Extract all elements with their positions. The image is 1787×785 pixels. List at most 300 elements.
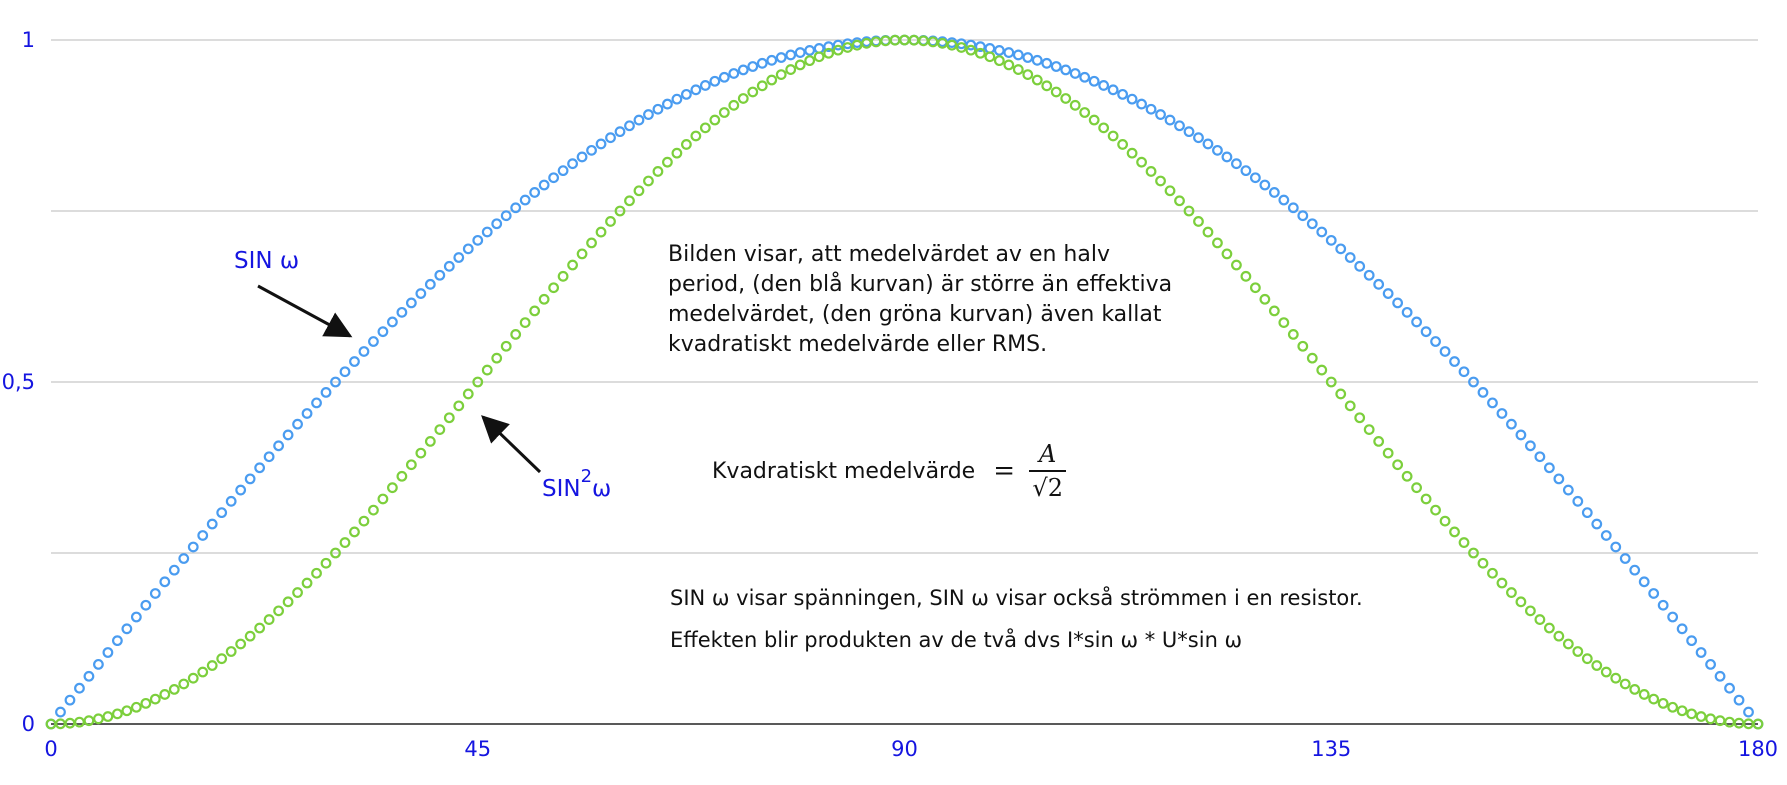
point-sin	[170, 566, 179, 575]
point-sin2	[189, 674, 198, 683]
point-sin	[293, 420, 302, 429]
y-tick-label: 0	[21, 712, 35, 736]
point-sin	[1327, 236, 1336, 245]
point-sin	[1450, 357, 1459, 366]
point-sin	[1204, 140, 1213, 149]
point-sin2	[1507, 588, 1516, 597]
point-sin	[1668, 613, 1677, 622]
point-sin	[1592, 520, 1601, 529]
point-sin	[777, 53, 786, 62]
point-sin2	[663, 158, 672, 167]
point-sin	[417, 289, 426, 298]
point-sin2	[1204, 228, 1213, 237]
point-sin2	[521, 318, 530, 327]
point-sin	[255, 463, 264, 472]
point-sin	[1555, 475, 1564, 484]
point-sin	[473, 236, 482, 245]
point-sin	[407, 299, 416, 308]
point-sin	[1166, 116, 1175, 125]
point-sin	[644, 110, 653, 119]
point-sin2	[711, 116, 720, 125]
point-sin	[1270, 188, 1279, 197]
arrow-sin	[258, 286, 350, 336]
point-sin	[379, 327, 388, 336]
point-sin	[1033, 56, 1042, 65]
point-sin2	[369, 506, 378, 515]
point-sin2	[293, 588, 302, 597]
point-sin2	[1109, 132, 1118, 141]
point-sin	[1725, 684, 1734, 693]
point-sin	[1602, 531, 1611, 540]
point-sin	[1242, 166, 1251, 175]
point-sin2	[568, 261, 577, 270]
point-sin2	[730, 101, 739, 110]
point-sin	[540, 181, 549, 190]
point-sin2	[1545, 624, 1554, 633]
point-sin	[1137, 100, 1146, 109]
point-sin2	[587, 239, 596, 248]
point-sin	[654, 105, 663, 114]
point-sin2	[1403, 472, 1412, 481]
point-sin	[464, 245, 473, 254]
gridlines	[51, 40, 1758, 724]
point-sin	[322, 388, 331, 397]
point-sin2	[227, 647, 236, 656]
point-sin2	[66, 719, 75, 728]
point-sin2	[1611, 674, 1620, 683]
point-sin2	[1498, 579, 1507, 588]
point-sin2	[606, 217, 615, 226]
point-sin	[502, 211, 511, 220]
point-sin	[1365, 271, 1374, 280]
point-sin	[673, 95, 682, 104]
point-sin2	[179, 680, 188, 689]
point-sin2	[682, 140, 691, 149]
point-sin2	[1687, 710, 1696, 719]
point-sin	[1005, 48, 1014, 57]
point-sin2	[1564, 640, 1573, 649]
point-sin	[75, 684, 84, 693]
point-sin2	[1166, 186, 1175, 195]
point-sin	[1441, 347, 1450, 356]
point-sin2	[654, 167, 663, 176]
point-sin	[492, 219, 501, 228]
point-sin2	[388, 483, 397, 492]
point-sin	[360, 347, 369, 356]
point-sin	[1099, 81, 1108, 90]
point-sin	[1564, 486, 1573, 495]
point-sin	[123, 625, 132, 634]
point-sin	[1355, 262, 1364, 271]
point-sin2	[673, 149, 682, 158]
point-sin2	[492, 354, 501, 363]
point-sin	[1498, 409, 1507, 418]
point-sin2	[1706, 715, 1715, 724]
point-sin2	[1042, 82, 1051, 91]
point-sin2	[748, 88, 757, 97]
point-sin	[483, 228, 492, 237]
point-sin	[549, 173, 558, 182]
point-sin2	[1735, 719, 1744, 728]
point-sin	[1299, 211, 1308, 220]
point-sin2	[379, 495, 388, 504]
point-sin	[1042, 59, 1051, 68]
point-sin2	[1033, 76, 1042, 85]
point-sin2	[1592, 661, 1601, 670]
point-sin	[1261, 181, 1270, 190]
point-sin2	[1280, 318, 1289, 327]
point-sin	[1687, 636, 1696, 645]
point-sin	[284, 431, 293, 440]
label-sin2-sup: 2	[580, 466, 593, 487]
note-voltage-current: SIN ω visar spänningen, SIN ω visar också strömmen i en resistor.	[670, 586, 1363, 610]
arrow-sin2	[483, 417, 540, 472]
point-sin	[350, 357, 359, 366]
point-sin2	[1517, 598, 1526, 607]
point-sin2	[1659, 699, 1668, 708]
point-sin2	[511, 330, 520, 339]
point-sin2	[1156, 177, 1165, 186]
point-sin	[1403, 308, 1412, 317]
point-sin	[1223, 153, 1232, 162]
point-sin	[559, 166, 568, 175]
note-power: Effekten blir produkten av de två dvs I*sin ω * U*sin ω	[670, 628, 1243, 652]
point-sin	[104, 648, 113, 657]
point-sin2	[436, 425, 445, 434]
point-sin	[1280, 196, 1289, 205]
point-sin	[663, 100, 672, 109]
point-sin	[1185, 127, 1194, 136]
point-sin2	[1061, 94, 1070, 103]
point-sin	[1232, 159, 1241, 168]
point-sin	[1128, 95, 1137, 104]
x-tick-label: 135	[1311, 737, 1352, 761]
explanation-line-4: kvadratiskt medelvärde eller RMS.	[668, 332, 1048, 357]
point-sin	[1507, 420, 1516, 429]
point-sin	[1735, 696, 1744, 705]
point-sin	[1744, 708, 1753, 717]
point-sin2	[104, 712, 113, 721]
point-sin	[1706, 660, 1715, 669]
point-sin	[85, 672, 94, 681]
point-sin	[786, 51, 795, 60]
point-sin2	[360, 517, 369, 526]
point-sin	[578, 153, 587, 162]
point-sin2	[1223, 250, 1232, 259]
point-sin2	[549, 283, 558, 292]
point-sin2	[454, 402, 463, 411]
point-sin	[236, 486, 245, 495]
point-sin2	[767, 76, 776, 85]
point-sin2	[407, 460, 416, 469]
point-sin2	[1299, 342, 1308, 351]
point-sin2	[1147, 167, 1156, 176]
point-sin	[1545, 463, 1554, 472]
point-sin	[312, 399, 321, 408]
point-sin2	[1697, 712, 1706, 721]
point-sin	[1697, 648, 1706, 657]
point-sin	[1574, 497, 1583, 506]
point-sin	[113, 636, 122, 645]
x-axis-ticks	[44, 737, 1778, 761]
point-sin	[303, 409, 312, 418]
point-sin	[796, 48, 805, 57]
point-sin	[1194, 133, 1203, 142]
point-sin	[217, 508, 226, 517]
point-sin2	[701, 124, 710, 133]
point-sin2	[1005, 61, 1014, 70]
point-sin2	[1649, 695, 1658, 704]
point-sin	[701, 81, 710, 90]
formula-numerator: A	[1029, 440, 1066, 472]
point-sin2	[530, 307, 539, 316]
point-sin	[1023, 53, 1032, 62]
point-sin2	[758, 82, 767, 91]
point-sin	[597, 140, 606, 149]
point-sin2	[142, 699, 151, 708]
point-sin2	[1232, 261, 1241, 270]
point-sin	[1659, 601, 1668, 610]
point-sin	[1412, 318, 1421, 327]
point-sin	[748, 62, 757, 71]
point-sin	[1317, 228, 1326, 237]
point-sin	[739, 66, 748, 75]
point-sin	[246, 475, 255, 484]
point-sin2	[1099, 124, 1108, 133]
explanation-line-3: medelvärdet, (den gröna kurvan) även kallat	[668, 302, 1162, 327]
point-sin	[730, 69, 739, 78]
point-sin	[1080, 73, 1089, 82]
point-sin2	[341, 538, 350, 547]
point-sin2	[578, 250, 587, 259]
point-sin2	[559, 272, 568, 281]
point-sin2	[1536, 615, 1545, 624]
point-sin	[66, 696, 75, 705]
point-sin	[388, 318, 397, 327]
point-sin	[189, 543, 198, 552]
point-sin2	[1308, 354, 1317, 363]
point-sin2	[597, 228, 606, 237]
explanation-line-2: period, (den blå kurvan) är större än effektiva	[668, 272, 1173, 297]
point-sin2	[796, 61, 805, 70]
point-sin	[208, 520, 217, 529]
point-sin	[530, 188, 539, 197]
point-sin	[767, 56, 776, 65]
point-sin	[1536, 452, 1545, 461]
point-sin2	[75, 718, 84, 727]
point-sin	[1175, 121, 1184, 130]
x-tick-label: 0	[44, 737, 58, 761]
point-sin2	[1555, 632, 1564, 641]
point-sin	[151, 589, 160, 598]
point-sin	[1147, 105, 1156, 114]
point-sin2	[1118, 140, 1127, 149]
point-sin2	[1393, 460, 1402, 469]
point-sin	[1346, 253, 1355, 262]
point-sin	[711, 77, 720, 86]
formula-fraction	[1029, 440, 1066, 502]
point-sin2	[170, 685, 179, 694]
point-sin2	[161, 690, 170, 699]
point-sin2	[1668, 703, 1677, 712]
point-sin2	[786, 65, 795, 74]
point-sin2	[1412, 483, 1421, 492]
point-sin	[1621, 554, 1630, 563]
point-sin	[445, 262, 454, 271]
y-axis-ticks	[2, 28, 35, 736]
point-sin	[341, 367, 350, 376]
point-sin2	[274, 607, 283, 616]
explanation-paragraph	[668, 240, 1172, 360]
point-sin	[1479, 388, 1488, 397]
point-sin2	[1374, 437, 1383, 446]
point-sin2	[1317, 366, 1326, 375]
point-sin2	[265, 615, 274, 624]
point-sin2	[1175, 196, 1184, 205]
point-sin	[161, 577, 170, 586]
point-sin2	[483, 366, 492, 375]
point-sin	[1649, 589, 1658, 598]
y-tick-label: 0,5	[1, 370, 35, 394]
point-sin	[1422, 327, 1431, 336]
point-sin2	[1602, 668, 1611, 677]
point-sin2	[644, 177, 653, 186]
point-sin	[369, 337, 378, 346]
point-sin2	[635, 186, 644, 195]
point-sin	[454, 253, 463, 262]
point-sin	[1630, 566, 1639, 575]
point-sin	[436, 271, 445, 280]
point-sin	[227, 497, 236, 506]
point-sin	[1014, 51, 1023, 60]
point-sin2	[123, 706, 132, 715]
point-sin2	[208, 661, 217, 670]
point-sin2	[1441, 517, 1450, 526]
point-sin2	[1071, 101, 1080, 110]
point-sin2	[1621, 680, 1630, 689]
point-sin2	[502, 342, 511, 351]
point-sin	[635, 116, 644, 125]
point-sin2	[1052, 88, 1061, 97]
point-sin2	[132, 703, 141, 712]
point-sin	[1460, 367, 1469, 376]
point-sin2	[1384, 449, 1393, 458]
label-sin2-base: SIN	[542, 476, 581, 502]
point-sin2	[322, 559, 331, 568]
label-sin2-omega: ω	[592, 476, 612, 502]
point-sin	[1393, 299, 1402, 308]
point-sin	[720, 73, 729, 82]
point-sin	[274, 441, 283, 450]
point-sin	[1431, 337, 1440, 346]
point-sin2	[1460, 538, 1469, 547]
point-sin2	[739, 94, 748, 103]
point-sin	[1109, 86, 1118, 95]
point-sin2	[426, 437, 435, 446]
point-sin2	[777, 70, 786, 79]
point-sin2	[445, 413, 454, 422]
point-sin2	[1431, 506, 1440, 515]
point-sin	[398, 308, 407, 317]
point-sin	[94, 660, 103, 669]
point-sin2	[1479, 559, 1488, 568]
point-sin2	[692, 132, 701, 141]
point-sin	[56, 708, 65, 717]
point-sin	[1071, 69, 1080, 78]
point-sin2	[1336, 390, 1345, 399]
point-sin2	[1640, 690, 1649, 699]
point-sin	[682, 90, 691, 99]
point-sin	[1583, 508, 1592, 517]
point-sin2	[236, 640, 245, 649]
point-sin2	[1270, 307, 1279, 316]
point-sin2	[1080, 108, 1089, 117]
point-sin	[1213, 146, 1222, 155]
formula-denominator: √2	[1032, 474, 1063, 502]
point-sin	[587, 146, 596, 155]
point-sin2	[1251, 283, 1260, 292]
point-sin2	[151, 695, 160, 704]
point-sin	[521, 196, 530, 205]
point-sin	[692, 86, 701, 95]
point-sin2	[540, 295, 549, 304]
point-sin2	[398, 472, 407, 481]
point-sin	[1640, 577, 1649, 586]
point-sin2	[312, 569, 321, 578]
point-sin	[179, 554, 188, 563]
point-sin2	[1242, 272, 1251, 281]
point-sin	[132, 613, 141, 622]
point-sin	[1336, 245, 1345, 254]
point-sin2	[417, 449, 426, 458]
point-sin2	[1526, 607, 1535, 616]
point-sin2	[1194, 217, 1203, 226]
point-sin2	[198, 668, 207, 677]
point-sin	[758, 59, 767, 68]
point-sin	[1678, 625, 1687, 634]
explanation-line-1: Bilden visar, att medelvärdet av en halv	[668, 242, 1110, 267]
point-sin2	[1346, 402, 1355, 411]
point-sin	[1308, 219, 1317, 228]
point-sin2	[1289, 330, 1298, 339]
point-sin	[1061, 66, 1070, 75]
point-sin2	[1630, 685, 1639, 694]
point-sin2	[995, 56, 1004, 65]
point-sin	[1517, 431, 1526, 440]
point-sin2	[720, 108, 729, 117]
point-sin2	[1488, 569, 1497, 578]
point-sin2	[1261, 295, 1270, 304]
point-sin2	[1583, 654, 1592, 663]
point-sin2	[805, 56, 814, 65]
y-tick-label: 1	[21, 28, 35, 52]
point-sin2	[246, 632, 255, 641]
point-sin	[805, 46, 814, 55]
point-sin2	[1090, 116, 1099, 125]
point-sin	[606, 133, 615, 142]
point-sin2	[1574, 647, 1583, 656]
point-sin2	[625, 196, 634, 205]
point-sin	[1118, 90, 1127, 99]
x-tick-label: 90	[891, 737, 918, 761]
point-sin	[1052, 62, 1061, 71]
point-sin	[1251, 173, 1260, 182]
point-sin	[616, 127, 625, 136]
rms-formula	[712, 440, 1066, 502]
point-sin	[568, 159, 577, 168]
label-sin: SIN ω	[234, 248, 300, 274]
point-sin2	[464, 390, 473, 399]
